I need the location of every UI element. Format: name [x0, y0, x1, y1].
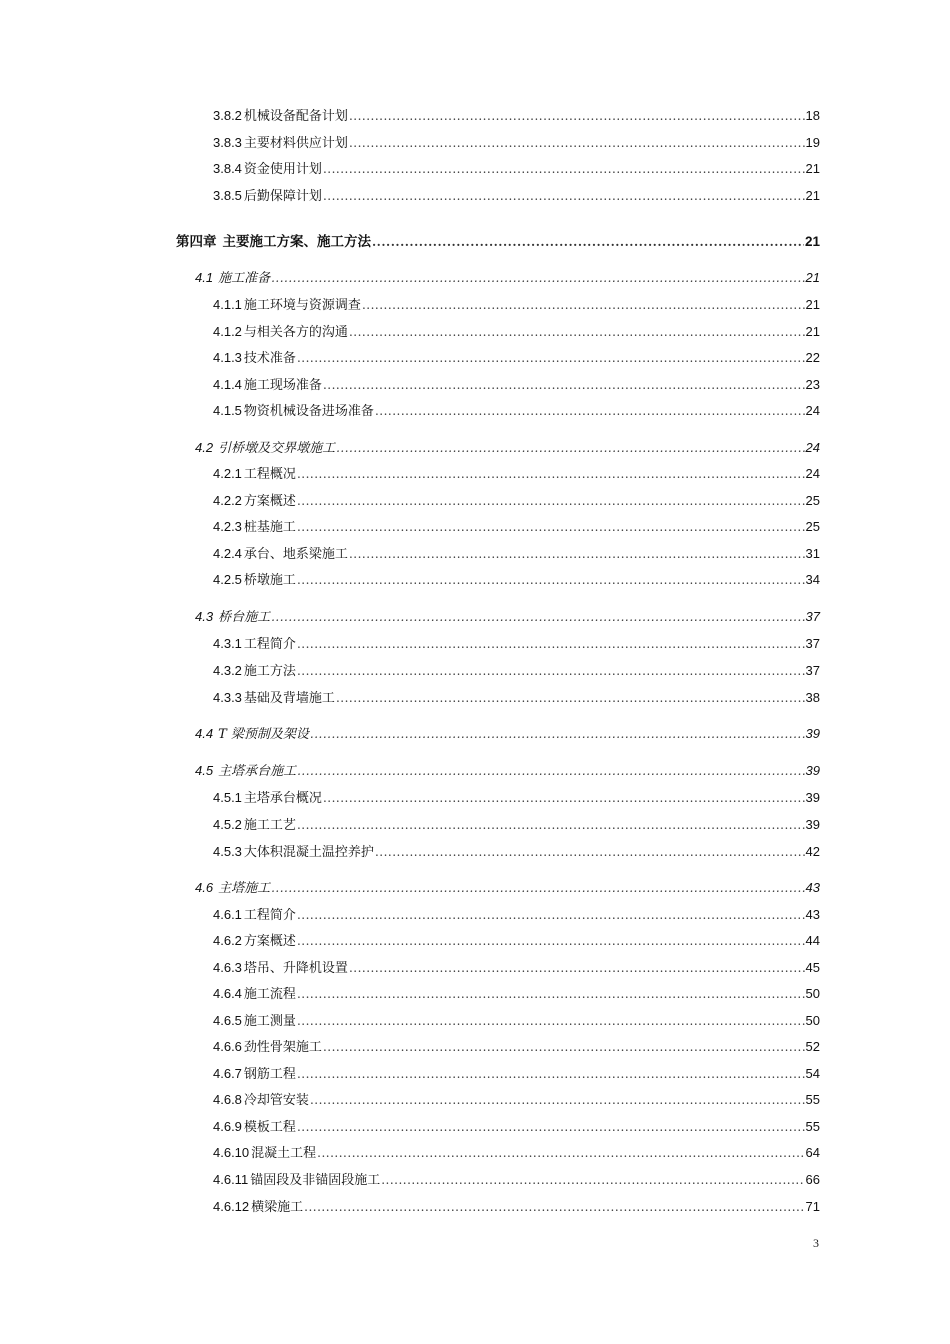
toc-entry-title: 基础及背墙施工: [243, 691, 335, 706]
toc-entry-label: [213, 1065, 296, 1084]
toc-entry-label: [213, 571, 296, 590]
toc-entry-title: 施工准备: [218, 271, 271, 286]
toc-entry-title: 方案概述: [243, 934, 296, 949]
toc-entry-page: 52: [805, 1039, 820, 1054]
toc-entry[interactable]: [213, 635, 820, 654]
toc-entry-number: 第四章: [176, 234, 217, 250]
toc-entry[interactable]: [213, 571, 820, 590]
toc-entry-label: [213, 465, 296, 484]
toc-entry-label: [213, 1118, 296, 1137]
toc-entry[interactable]: [213, 843, 820, 862]
toc-entry-number: 4.3.3: [213, 690, 242, 705]
toc-entry-label: [213, 789, 322, 808]
toc-entry-number: 4.5: [195, 763, 214, 778]
dot-leader: [297, 985, 805, 1003]
toc-entry-title: 桩基施工: [243, 520, 296, 535]
toc-entry[interactable]: [213, 1038, 820, 1057]
toc-entry-title: 横梁施工: [251, 1200, 304, 1215]
toc-entry[interactable]: [213, 1065, 820, 1084]
toc-entry-label: [213, 323, 348, 342]
toc-entry-label: [213, 906, 296, 925]
toc-section-entry[interactable]: [195, 879, 820, 898]
toc-entry-title: 工程简介: [243, 637, 296, 652]
toc-entry-number: 4.2.3: [213, 519, 242, 534]
toc-entry-number: 4.6.8: [213, 1092, 242, 1107]
dot-leader: [336, 689, 805, 707]
dot-leader: [349, 107, 805, 125]
toc-entry-label: [213, 349, 296, 368]
toc-entry[interactable]: [213, 959, 820, 978]
toc-entry[interactable]: [213, 160, 820, 179]
toc-entry-page: 71: [805, 1199, 820, 1214]
toc-entry-title: 锚固段及非锚固段施工: [250, 1173, 381, 1188]
toc-entry-label: [195, 439, 335, 458]
dot-leader: [297, 349, 805, 367]
toc-entry-number: 4.2.2: [213, 493, 242, 508]
toc-entry-number: 4.1.1: [213, 297, 242, 312]
toc-entry[interactable]: [213, 1012, 820, 1031]
dot-leader: [310, 725, 805, 743]
toc-entry-number: 3.8.5: [213, 188, 242, 203]
toc-entry-label: [213, 816, 296, 835]
toc-entry-page: 39: [805, 790, 820, 805]
dot-leader: [375, 843, 805, 861]
toc-entry-label: [195, 762, 296, 781]
toc-entry-page: 54: [805, 1066, 820, 1081]
toc-entry-label: [213, 662, 296, 681]
dot-leader: [297, 571, 805, 589]
toc-entry-title: 施工测量: [243, 1014, 296, 1029]
toc-entry-page: 66: [805, 1172, 820, 1187]
toc-section-entry[interactable]: [195, 725, 820, 744]
toc-entry-title: 与相关各方的沟通: [243, 325, 348, 340]
toc-entry-number: 4.1.3: [213, 350, 242, 365]
toc-entry[interactable]: [213, 985, 820, 1004]
toc-entry-title: 施工流程: [243, 987, 296, 1002]
toc-entry[interactable]: [213, 1118, 820, 1137]
dot-leader: [297, 635, 805, 653]
dot-leader: [323, 789, 805, 807]
toc-entry-number: 4.1: [195, 270, 214, 285]
toc-entry-label: [213, 932, 296, 951]
toc-entry[interactable]: [213, 662, 820, 681]
toc-entry-title: 劲性骨架施工: [243, 1040, 322, 1055]
toc-entry-label: [213, 1144, 316, 1163]
toc-entry-label: [195, 269, 270, 288]
toc-entry-title: 施工现场准备: [243, 378, 322, 393]
dot-leader: [372, 233, 804, 251]
toc-entry-page: 23: [805, 377, 820, 392]
toc-entry-number: 4.3: [195, 609, 214, 624]
toc-entry-number: 4.5.1: [213, 790, 242, 805]
toc-entry-label: [213, 1171, 380, 1190]
toc-entry-page: 37: [805, 636, 820, 651]
toc-entry-number: 4.6: [195, 880, 214, 895]
toc-entry-number: 3.8.4: [213, 161, 242, 176]
toc-entry[interactable]: [213, 187, 820, 206]
toc-entry[interactable]: [213, 816, 820, 835]
toc-entry-label: [195, 879, 270, 898]
toc-entry-title: 桥墩施工: [243, 573, 296, 588]
toc-entry-title: 机械设备配备计划: [243, 109, 348, 124]
toc-entry-title: 施工工艺: [243, 818, 296, 833]
toc-entry-title: 桥台施工: [218, 610, 271, 625]
toc-entry-number: 4.1.5: [213, 403, 242, 418]
dot-leader: [323, 160, 805, 178]
toc-entry[interactable]: [213, 376, 820, 395]
dot-leader: [297, 492, 805, 510]
toc-entry-page: 43: [805, 880, 820, 895]
toc-entry-label: [213, 985, 296, 1004]
toc-entry-label: [195, 725, 309, 744]
page-number: 3: [813, 1236, 819, 1250]
dot-leader: [349, 545, 805, 563]
toc-entry-number: 4.6.10: [213, 1145, 250, 1160]
toc-entry-number: 4.6.1: [213, 907, 242, 922]
toc-entry-page: 45: [805, 960, 820, 975]
toc-entry-page: 39: [805, 763, 820, 778]
toc-entry-title: T 梁预制及架设: [218, 727, 309, 742]
toc-entry-page: 37: [805, 663, 820, 678]
toc-entry-page: 18: [805, 108, 820, 123]
toc-entry-title: 模板工程: [243, 1120, 296, 1135]
dot-leader: [271, 608, 804, 626]
toc-entry-title: 承台、地系梁施工: [243, 547, 348, 562]
toc-entry-label: [213, 959, 348, 978]
toc-entry-title: 物资机械设备进场准备: [243, 404, 374, 419]
toc-section-entry[interactable]: [195, 762, 820, 781]
toc-entry-page: 43: [805, 907, 820, 922]
toc-entry-label: [213, 376, 322, 395]
toc-entry-title: 方案概述: [243, 494, 296, 509]
toc-entry-label: [213, 187, 322, 206]
dot-leader: [323, 187, 805, 205]
toc-entry-label: [213, 1038, 322, 1057]
toc-entry-number: 4.6.12: [213, 1199, 250, 1214]
toc-entry-number: 4.6.7: [213, 1066, 242, 1081]
toc-entry[interactable]: [213, 906, 820, 925]
toc-entry[interactable]: [213, 932, 820, 951]
toc-entry-number: 4.2: [195, 440, 214, 455]
toc-entry-title: 主塔施工: [218, 881, 271, 896]
toc-entry-title: 塔吊、升降机设置: [243, 961, 348, 976]
toc-entry-page: 39: [805, 817, 820, 832]
toc-entry-number: 4.4: [195, 726, 214, 741]
dot-leader: [297, 1118, 805, 1136]
toc-entry-number: 4.5.2: [213, 817, 242, 832]
toc-entry-title: 大体积混凝土温控养护: [243, 845, 374, 860]
dot-leader: [323, 376, 805, 394]
toc-entry-page: 39: [805, 726, 820, 741]
toc-entry-label: [213, 296, 361, 315]
toc-entry-title: 工程简介: [243, 908, 296, 923]
toc-entry[interactable]: [213, 323, 820, 342]
dot-leader: [297, 932, 805, 950]
toc-entry[interactable]: [213, 545, 820, 564]
toc-entry-page: 25: [805, 519, 820, 534]
toc-entry[interactable]: [213, 789, 820, 808]
toc-entry[interactable]: [213, 134, 820, 153]
toc-entry-number: 3.8.2: [213, 108, 242, 123]
toc-entry-page: 21: [804, 234, 820, 249]
dot-leader: [323, 1038, 805, 1056]
toc-entry-label: [213, 1091, 309, 1110]
toc-entry-title: 主要材料供应计划: [243, 136, 348, 151]
toc-entry-page: 50: [805, 986, 820, 1001]
toc-entry-page: 21: [805, 161, 820, 176]
dot-leader: [317, 1144, 804, 1162]
toc-entry-page: 44: [805, 933, 820, 948]
toc-entry-page: 21: [805, 188, 820, 203]
toc-chapter-entry[interactable]: [176, 233, 820, 251]
toc-entry-page: 25: [805, 493, 820, 508]
toc-entry-label: [213, 107, 348, 126]
dot-leader: [271, 269, 804, 287]
toc-entry-title: 后勤保障计划: [243, 189, 322, 204]
toc-entry[interactable]: [213, 492, 820, 511]
dot-leader: [297, 662, 805, 680]
toc-entry-number: 4.2.5: [213, 572, 242, 587]
toc-entry[interactable]: [213, 1171, 820, 1190]
toc-entry-page: 34: [805, 572, 820, 587]
toc-entry[interactable]: [213, 349, 820, 368]
toc-entry-label: [213, 492, 296, 511]
toc-entry[interactable]: [213, 107, 820, 126]
dot-leader: [349, 134, 805, 152]
toc-entry-title: 施工方法: [243, 664, 296, 679]
toc-entry-page: 50: [805, 1013, 820, 1028]
dot-leader: [375, 402, 805, 420]
dot-leader: [297, 465, 805, 483]
toc-entry-label: [213, 1012, 296, 1031]
toc-entry-number: 4.6.2: [213, 933, 242, 948]
toc-entry[interactable]: [213, 1198, 820, 1217]
dot-leader: [304, 1198, 804, 1216]
toc-entry-number: 4.6.11: [213, 1172, 249, 1187]
toc-entry-label: [213, 545, 348, 564]
toc-entry[interactable]: [213, 518, 820, 537]
toc-entry-number: 4.2.4: [213, 546, 242, 561]
toc-entry-page: 22: [805, 350, 820, 365]
toc-entry-label: [213, 689, 335, 708]
toc-entry-label: [213, 134, 348, 153]
toc-entry-page: 31: [805, 546, 820, 561]
toc-entry-label: [213, 518, 296, 537]
dot-leader: [336, 439, 804, 457]
dot-leader: [381, 1171, 804, 1189]
toc-entry-label: [213, 843, 374, 862]
toc-entry-page: 21: [805, 297, 820, 312]
dot-leader: [349, 959, 805, 977]
dot-leader: [271, 879, 804, 897]
dot-leader: [297, 816, 805, 834]
toc-entry-number: 4.6.5: [213, 1013, 242, 1028]
toc-entry-page: 55: [805, 1119, 820, 1134]
toc-entry-page: 42: [805, 844, 820, 859]
toc-entry-page: 19: [805, 135, 820, 150]
toc-entry-number: 4.6.4: [213, 986, 242, 1001]
toc-entry-number: 3.8.3: [213, 135, 242, 150]
toc-entry-label: [176, 233, 371, 251]
toc-entry-title: 钢筋工程: [243, 1067, 296, 1082]
toc-entry[interactable]: [213, 689, 820, 708]
toc-entry-page: 55: [805, 1092, 820, 1107]
dot-leader: [349, 323, 805, 341]
toc-entry-number: 4.5.3: [213, 844, 242, 859]
toc-entry[interactable]: [213, 296, 820, 315]
toc-entry[interactable]: [213, 465, 820, 484]
dot-leader: [297, 1065, 805, 1083]
toc-entry-page: 24: [805, 466, 820, 481]
toc-entry-title: 冷却管安装: [243, 1093, 309, 1108]
toc-entry-label: [195, 608, 270, 627]
toc-section-entry[interactable]: [195, 439, 820, 458]
toc-entry-title: 主塔承台概况: [243, 791, 322, 806]
toc-entry-label: [213, 160, 322, 179]
toc-entry[interactable]: [213, 402, 820, 421]
toc-entry-page: 38: [805, 690, 820, 705]
toc-section-entry[interactable]: [195, 269, 820, 288]
toc-entry-title: 引桥墩及交界墩施工: [218, 441, 336, 456]
toc-entry-title: 主塔承台施工: [218, 764, 297, 779]
toc-entry-page: 64: [805, 1145, 820, 1160]
toc-entry-number: 4.1.4: [213, 377, 242, 392]
dot-leader: [297, 518, 805, 536]
toc-entry-page: 24: [805, 403, 820, 418]
toc-entry-number: 4.3.1: [213, 636, 242, 651]
toc-entry-label: [213, 1198, 303, 1217]
toc-entry-title: 资金使用计划: [243, 162, 322, 177]
toc-entry-number: 4.6.6: [213, 1039, 242, 1054]
toc-section-entry[interactable]: [195, 608, 820, 627]
toc-entry-title: 主要施工方案、施工方法: [222, 234, 371, 250]
dot-leader: [297, 1012, 805, 1030]
toc-entry-number: 4.6.3: [213, 960, 242, 975]
toc-entry-number: 4.3.2: [213, 663, 242, 678]
toc-entry-title: 技术准备: [243, 351, 296, 366]
toc-entry-page: 21: [805, 270, 820, 285]
toc-entry-title: 工程概况: [243, 467, 296, 482]
dot-leader: [310, 1091, 805, 1109]
dot-leader: [297, 762, 804, 780]
toc-entry-label: [213, 635, 296, 654]
toc-entry-page: 24: [805, 440, 820, 455]
toc-entry-title: 混凝土工程: [251, 1146, 317, 1161]
dot-leader: [362, 296, 805, 314]
toc-entry-page: 21: [805, 324, 820, 339]
toc-entry-title: 施工环境与资源调查: [243, 298, 361, 313]
toc-entry[interactable]: [213, 1144, 820, 1163]
toc-entry-number: 4.1.2: [213, 324, 242, 339]
toc-entry-number: 4.2.1: [213, 466, 242, 481]
toc-entry-label: [213, 402, 374, 421]
toc-entry[interactable]: [213, 1091, 820, 1110]
toc-entry-number: 4.6.9: [213, 1119, 242, 1134]
dot-leader: [297, 906, 805, 924]
toc-entry-page: 37: [805, 609, 820, 624]
